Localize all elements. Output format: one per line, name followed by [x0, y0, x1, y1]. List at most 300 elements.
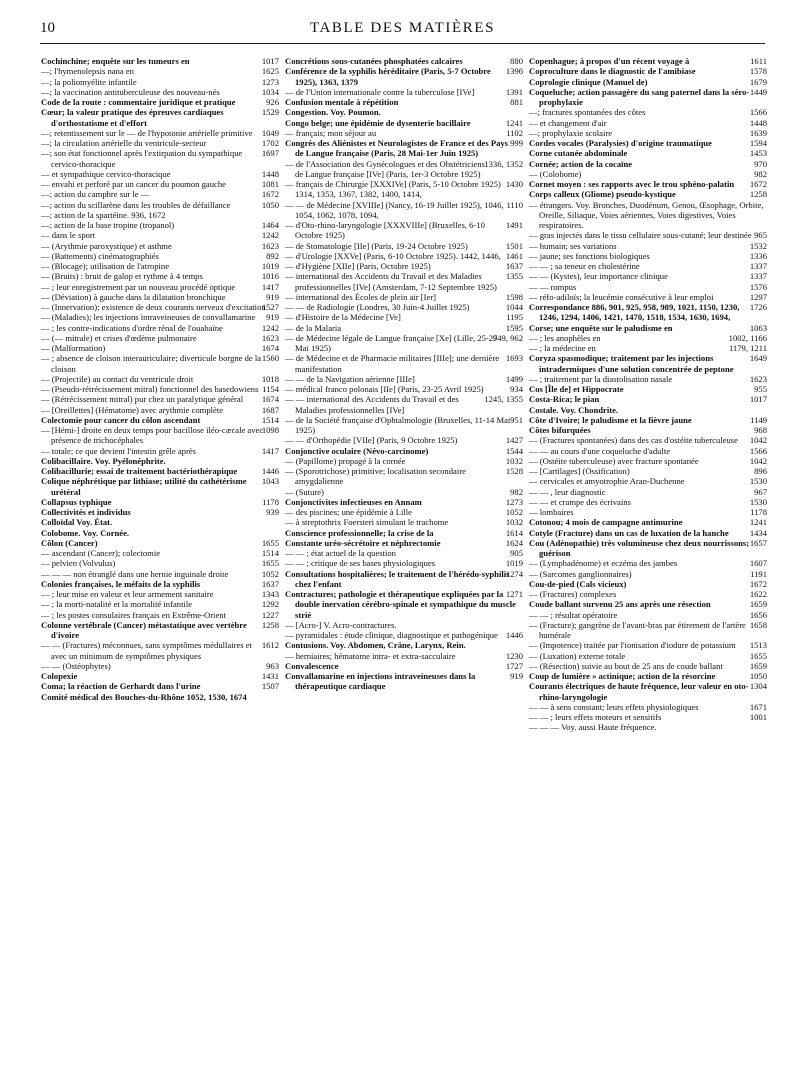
index-entry-text: Code de la route : commentaire juridique et pratique: [41, 97, 236, 107]
index-entry-text: Cou (Adénopathie) très volumineuse chez deux nourrissons; guérison: [529, 537, 750, 558]
index-entry-text: — [Cartilages] (Ossification): [529, 466, 630, 476]
index-entry-text: —; action du camphre sur le —: [41, 189, 150, 200]
index-entry: [285, 374, 523, 384]
index-entry-text: — — (Fractures) méconnues, sans symptômes médullaires et avec un minimum de symptômes physiques: [41, 640, 252, 661]
index-entry-text: Cornet moyen : ses rapports avec le trou sphéno-palatin: [529, 179, 735, 189]
index-entry-text: — (Innervation); existence de deux courants nerveux d'excitation: [41, 302, 266, 312]
index-entry-page-ref: 965: [754, 230, 767, 241]
index-entry-text: — humain; ses variations: [529, 240, 617, 251]
index-entry-text: — envahi et perforé par un cancer du poumon gauche: [41, 179, 226, 189]
index-entry-text: — de Stomatologie [IIe] (Paris, 19-24 Octobre 1925): [285, 240, 468, 251]
index-entry: [529, 230, 767, 240]
index-entry-page-ref: 1427: [505, 435, 523, 446]
index-entry-page-ref: 1637: [505, 261, 523, 271]
index-entry-page-ref: 1343: [261, 589, 279, 599]
index-entry: [529, 661, 767, 671]
index-entry: [41, 138, 279, 148]
index-entry-page-ref: 1297: [749, 291, 767, 302]
index-entry-page-ref: 1032: [505, 517, 523, 528]
index-entry-page-ref: 1672: [261, 189, 279, 200]
index-entry: [529, 446, 767, 456]
index-entry-page-ref: 968: [754, 425, 767, 435]
index-entry-page-ref: 1050: [749, 671, 767, 681]
index-entry-page-ref: 970: [754, 158, 767, 169]
index-entry-text: Colopexie: [41, 671, 78, 681]
index-entry: [285, 528, 523, 538]
index-entry-text: Coma; la réaction de Gerhardt dans l'urine: [41, 681, 201, 692]
index-entry: [529, 589, 767, 599]
index-entry: [285, 271, 523, 292]
index-entry-page-ref: 1052: [261, 568, 279, 579]
index-entry-text: Cornée; action de la cocaïne: [529, 158, 633, 169]
index-entry: [41, 179, 279, 189]
index-entry-page-ref: 1576: [749, 281, 767, 292]
index-entry-text: Correspondance 886, 901, 925, 958, 989, 1021, 1150, 1230, 1246, 1294, 1406, 1421, 1470, 1518, 1534, 1630, 1694,: [529, 302, 740, 323]
index-entry-text: — — (Ostéophytes): [41, 660, 111, 671]
index-entry: [285, 548, 523, 558]
index-entry: [41, 528, 279, 538]
index-entry-page-ref: 1611: [750, 56, 767, 66]
index-entry-text: — (Ostéite tuberculeuse) avec fracture spontanée: [529, 455, 699, 466]
index-entry: [285, 56, 523, 66]
index-entry: [41, 323, 279, 333]
index-entry-text: — (Colobome): [529, 168, 582, 179]
index-entry-page-ref: 1448: [749, 117, 767, 128]
index-entry: [529, 148, 767, 158]
index-entry-text: — ; leur enregistrement par un nouveau procédé optique: [41, 281, 236, 292]
index-entry: [41, 558, 279, 568]
index-entry: [41, 507, 279, 517]
index-entry-page-ref: 934: [510, 384, 523, 394]
index-entry: [285, 538, 523, 548]
index-entry: [41, 241, 279, 251]
index-entry-text: — (Pseudo-rétrécissement mitral) fonctionnel des basedowiens: [41, 384, 259, 394]
index-entry: [529, 77, 767, 87]
index-entry: [285, 179, 523, 200]
index-entry-page-ref: 1042: [749, 455, 767, 466]
index-entry-page-ref: 1034: [261, 86, 279, 97]
index-entry-text: — gras injectés dans le tissu cellulaire sous-cutané; leur destinée: [529, 230, 752, 241]
index-entry: [529, 118, 767, 128]
index-entry: [529, 569, 767, 579]
index-entry-text: Collectivités et individus: [41, 507, 131, 517]
index-entry-page-ref: 1697: [261, 148, 279, 159]
index-entry-page-ref: 1242: [261, 322, 279, 333]
index-entry: [285, 241, 523, 251]
index-entry-text: Concrétions sous-cutanées phosphatées calcaires: [285, 56, 463, 66]
index-entry-text: — (Luxation) externe totale: [529, 650, 626, 661]
index-entry-text: — ; les postes consulaires français en Extrême-Orient: [41, 609, 226, 620]
index-entry-page-ref: 1304: [749, 681, 767, 692]
index-entry: [285, 251, 523, 261]
index-entry: [41, 415, 279, 425]
index-entry-page-ref: 1430: [505, 179, 523, 189]
index-entry: [285, 671, 523, 692]
index-entry: [285, 138, 523, 159]
index-entry-page-ref: 963: [266, 660, 279, 671]
index-entry: [41, 220, 279, 230]
index-entry-text: Cos [Île de] et Hippocrate: [529, 384, 624, 394]
index-entry-text: — ; traitement par la diastolisation nasale: [529, 373, 673, 384]
index-entry-page-ref: 1042: [749, 435, 767, 446]
index-entry-page-ref: 1659: [749, 660, 767, 671]
index-entry-page-ref: 1614: [505, 527, 523, 538]
index-entry: [41, 128, 279, 138]
index-entry: [285, 640, 523, 650]
index-entry-text: Colique néphrétique par lithiase; utilité du cathétérisme urétéral: [41, 476, 247, 497]
index-entry: [529, 579, 767, 589]
index-entry: [41, 312, 279, 322]
index-entry: [285, 118, 523, 128]
index-entry: [285, 220, 523, 241]
index-entry-text: — — , leur diagnostic: [529, 486, 606, 497]
index-entry: [41, 302, 279, 312]
index-entry-text: Comité médical des Bouches-du-Rhône 1052, 1530, 1674: [41, 691, 247, 702]
index-entry-text: — (Projectile) au contact du ventricule droit: [41, 373, 194, 384]
index-entry-page-ref: 1507: [261, 681, 279, 692]
index-entry-text: — (Blocage); utilisation de l'atropine: [41, 261, 170, 271]
index-entry-text: — et sympathique cervico-thoracique: [41, 168, 171, 179]
index-entry: [41, 610, 279, 620]
index-entry: [285, 128, 523, 138]
index-entry: [285, 435, 523, 445]
index-entry-text: — — ; résultat opératoire: [529, 609, 618, 620]
index-entry-page-ref: 1655: [261, 558, 279, 569]
index-entry-text: — dans le sport: [41, 230, 96, 241]
index-entry-text: —; action de la spartéine. 936, 1672: [41, 209, 166, 220]
index-entry-page-ref: 1687: [261, 404, 279, 415]
index-entry-text: Colibacillaire. Voy. Pyélonéphrite.: [41, 455, 166, 466]
index-entry-page-ref: 1499: [505, 373, 523, 384]
index-entry-page-ref: 1530: [749, 476, 767, 487]
index-entry-page-ref: 1461: [505, 250, 523, 261]
index-entry: [529, 323, 767, 333]
index-entry-text: —; fractures spontanées des côtes: [529, 107, 646, 118]
index-entry-page-ref: 1337: [749, 271, 767, 282]
index-entry: [41, 148, 279, 169]
index-entry-text: — — à sens constant; leurs effets physiologiques: [529, 701, 699, 712]
index-entry-text: — d'Urologie [XXVe] (Paris, 6-10 Octobre 1925). 1442, 1446,: [285, 250, 501, 261]
index-entry-text: — de Médecine légale de Langue française [Xe] (Lille, 25-27 Mai 1925): [285, 332, 498, 353]
index-entry-page-ref: 1693: [505, 353, 523, 364]
index-entry-text: — (Battements) cinématographiés: [41, 250, 159, 261]
index-entry-page-ref: 939: [266, 507, 279, 517]
index-entry: [285, 292, 523, 302]
index-entry-page-ref: 1391: [505, 86, 523, 97]
index-entry-page-ref: 1637: [261, 578, 279, 589]
index-entry-page-ref: 892: [266, 250, 279, 261]
index-entry: [285, 384, 523, 394]
index-entry: [529, 189, 767, 199]
index-entry: [529, 107, 767, 117]
index-entry-text: Coryza spasmodique; traitement par les injections intradermiques d'une solution concentrée de peptone: [529, 353, 734, 374]
index-entry-text: — pyramidales : étude clinique, diagnostique et pathogénique: [285, 630, 498, 640]
index-entry-page-ref: 1178: [750, 507, 767, 517]
index-entry-text: — (Résection) suivie au bout de 25 ans de coude ballant: [529, 660, 723, 671]
index-entry: [41, 107, 279, 128]
index-entry-text: — — d'Orthopédie [VIIe] (Paris, 9 Octobre 1925): [285, 435, 458, 446]
index-entry-text: Coup de lumière » actinique; action de la résorcine: [529, 671, 716, 681]
index-entry: [41, 579, 279, 589]
index-entry-text: Contusions. Voy. Abdomen, Crâne, Larynx, Rein.: [285, 640, 466, 651]
index-entry-page-ref: 1154: [262, 384, 279, 394]
index-entry-page-ref: 1513: [749, 640, 767, 651]
index-entry-text: Colonne vertébrale (Cancer) métastatique avec vertèbre d'ivoire: [41, 619, 247, 640]
index-entry: [41, 661, 279, 671]
index-entry-text: Coprologie clinique (Manuel de): [529, 76, 648, 87]
index-entry-page-ref: 881: [510, 97, 523, 107]
index-entry-page-ref: 1016: [261, 271, 279, 282]
index-entry: [529, 343, 767, 353]
index-entry-page-ref: 905: [510, 548, 523, 558]
index-entry-page-ref: 880: [510, 56, 523, 66]
index-entry-page-ref: 1566: [749, 445, 767, 456]
index-entry: [285, 159, 523, 180]
index-entry-page-ref: 1446: [261, 466, 279, 476]
index-entry-page-ref: 1149: [750, 414, 767, 425]
index-entry: [529, 128, 767, 138]
index-entry-page-ref: 1625: [261, 66, 279, 77]
index-entry: [285, 507, 523, 517]
index-entry-page-ref: 926: [266, 97, 279, 107]
index-entry-page-ref: 1612: [261, 640, 279, 651]
index-entry-page-ref: 1258: [261, 619, 279, 630]
index-entry-page-ref: 1081: [261, 179, 279, 189]
index-entry-page-ref: 1241: [505, 117, 523, 128]
index-entry-text: — étrangers. Voy. Bronches, Duodénum, Genou, Œsophage, Orbite, Oreille, Siliaque, Voies aériennes, Voies digestives, Voies respiratoires.: [529, 199, 764, 230]
index-entry-page-ref: 1273: [261, 76, 279, 87]
index-entry-text: — — international des Accidents du Travail et des Maladies professionnelles [IVe]: [285, 394, 459, 415]
index-entry-text: Coproculture dans le diagnostic de l'amibiase: [529, 66, 696, 77]
index-entry-text: Côtes bifurquées: [529, 425, 591, 435]
index-entry: [41, 671, 279, 681]
index-entry-text: — à streptothrix Foersteri simulant le trachome: [285, 517, 449, 528]
index-entry-page-ref: 1529: [261, 107, 279, 118]
index-entry: [41, 384, 279, 394]
index-entry-text: — de la Malaria: [285, 322, 342, 333]
index-entry-text: —; son état fonctionnel après l'extirpation du sympathique cervico-thoracique: [41, 148, 243, 169]
index-entry-page-ref: 1607: [749, 558, 767, 569]
index-entry-page-ref: 1639: [749, 127, 767, 138]
index-entry: [285, 661, 523, 671]
index-entry-text: — international des Écoles de plein air [Ier]: [285, 291, 437, 302]
index-entry: [285, 353, 523, 374]
index-entry-page-ref: 1464: [261, 220, 279, 230]
index-entry: [529, 56, 767, 66]
index-entry: [285, 517, 523, 527]
index-entry-page-ref: 1449: [749, 86, 767, 97]
index-entry: [285, 87, 523, 97]
index-entry: [41, 640, 279, 661]
index-entry: [529, 671, 767, 681]
index-entry-text: —; retentissement sur le — de l'hypotonie artérielle primitive: [41, 127, 253, 138]
index-entry: [285, 312, 523, 322]
index-entry: [529, 681, 767, 702]
index-entry: [529, 507, 767, 517]
index-entry-text: Cochinchine; enquête sur les tumeurs en: [41, 56, 190, 66]
index-entry-page-ref: 1726: [749, 302, 767, 312]
index-entry-page-ref: 1674: [261, 394, 279, 405]
index-entry-text: Confusion mentale à répétition: [285, 97, 399, 107]
index-entry-page-ref: 1528: [505, 466, 523, 476]
index-entry-page-ref: 1191: [750, 568, 767, 579]
index-entry: [529, 374, 767, 384]
index-entry-text: — — rompus: [529, 281, 577, 292]
index-entry-page-ref: 1178: [262, 496, 279, 507]
index-entry-page-ref: 1044: [505, 302, 523, 312]
index-entry-text: — de l'Association des Gynécologues et des Obstétriciens de Langue française [IVe] (Paris, 1er-3 Octobre 1925): [285, 158, 485, 179]
index-entry-text: — (Lymphadénome) et eczéma des jambes: [529, 558, 678, 569]
index-entry: [529, 435, 767, 445]
index-entry: [529, 476, 767, 486]
index-entry: [41, 569, 279, 579]
index-entry-page-ref: 1623: [261, 332, 279, 343]
index-entry: [41, 353, 279, 374]
index-entry: [41, 599, 279, 609]
index-entry-page-ref: 1544: [505, 445, 523, 456]
index-entry-text: — international des Accidents du Travail et des Maladies professionnelles [IVe] (Amsterdam, 7-12 Septembre 1925): [285, 271, 497, 292]
index-entry: [529, 538, 767, 559]
index-entry-text: Coude ballant survenu 25 ans après une résection: [529, 599, 711, 610]
index-entry-text: — ; les anophèles en: [529, 332, 601, 343]
index-entry-page-ref: 1672: [749, 578, 767, 589]
index-entry: [41, 189, 279, 199]
index-entry-text: Courants électriques de haute fréquence, leur valeur en oto-rhino-laryngologie: [529, 681, 749, 702]
index-entry: [285, 630, 523, 640]
index-entry: [529, 415, 767, 425]
index-entry-page-ref: 896: [754, 466, 767, 476]
index-entry-text: — — ; état actuel de la question: [285, 548, 396, 558]
index-entry-text: — ; absence de cloison interauriculaire; diverticule borgne de la cloison: [41, 353, 262, 374]
index-entry-text: Conscience professionnelle; la crise de la: [285, 527, 434, 538]
index-entry-page-ref: 1659: [749, 599, 767, 610]
index-entry: [41, 517, 279, 527]
index-entry-text: Congrès des Aliénistes et Neurologistes de France et des Pays de Langue française (Paris, 28 Mai-1er Juin 1925): [285, 138, 509, 159]
page-number: 10: [40, 20, 55, 36]
index-entry: [529, 497, 767, 507]
index-entry-text: — (— mitrale) et crises d'œdème pulmonaire: [41, 332, 197, 343]
index-entry: [529, 620, 767, 641]
index-entry-page-ref: 1501: [505, 240, 523, 251]
index-entry-text: Colectomie pour cancer du côlon ascendant: [41, 414, 201, 425]
index-entry: [529, 722, 767, 732]
index-entry-text: Conjonctive oculaire (Névo-carcinome): [285, 445, 429, 456]
index-entry: [529, 712, 767, 722]
index-entry-text: Congo belge; une épidémie de dysenterie bacillaire: [285, 117, 471, 128]
index-entry-text: — lombaires: [529, 507, 574, 517]
index-entry: [41, 282, 279, 292]
index-entry-page-ref: 1655: [749, 650, 767, 661]
index-entry-text: — herniaires; hématome intra- et extra-sacculaire: [285, 650, 456, 661]
index-entry: [529, 169, 767, 179]
index-entry: [41, 405, 279, 415]
index-entry-text: — (Sarcomes ganglionnaires): [529, 568, 632, 579]
index-entry: [41, 210, 279, 220]
index-entry: [285, 446, 523, 456]
index-entry: [41, 548, 279, 558]
index-entry-text: — réfo-adiloïs; la leucémie consécutive à leur emploi: [529, 291, 714, 302]
index-entry: [529, 599, 767, 609]
index-entry-page-ref: 1446: [505, 630, 523, 640]
index-entry-text: — — de Radiologie (Londres, 30 Juin-4 Juillet 1925): [285, 302, 470, 312]
index-entry-page-ref: 1001: [749, 712, 767, 722]
index-entry: [529, 456, 767, 466]
index-entry: [285, 333, 523, 354]
index-entry: [41, 230, 279, 240]
index-entry: [529, 302, 767, 323]
index-entry-text: Côlon (Cancer): [41, 537, 98, 548]
index-entry-page-ref: 1594: [749, 138, 767, 148]
index-entry-text: — (Sporotrichose) primitive; localisation secondaire amygdalienne: [285, 466, 466, 487]
index-entry-text: — (Malformation): [41, 343, 106, 353]
index-entry-text: — — de Médecine [XVIIIe] (Nancy, 16-19 Juillet 1925), 1046, 1054, 1062, 1078, 1094,: [285, 199, 504, 220]
index-entry-page-ref: 1102: [506, 127, 523, 138]
index-entry-page-ref: 1179, 1211: [728, 343, 767, 353]
index-entry-text: Cotonou; 4 mois de campagne antimurine: [529, 517, 683, 528]
index-column-1: [41, 56, 279, 1072]
index-entry-text: Conjonctivites infectieuses en Annam: [285, 496, 422, 507]
index-entry-page-ref: 1595: [505, 322, 523, 333]
index-entry-page-ref: 1292: [261, 599, 279, 610]
index-entry-text: —; action de la base tropine (tropanol): [41, 220, 175, 230]
index-entry-page-ref: 1679: [749, 76, 767, 87]
index-entry: [529, 200, 767, 231]
page-title: TABLE DES MATIÈRES: [309, 20, 496, 36]
index-entry-page-ref: 1532: [749, 240, 767, 251]
index-entry-text: Corps calleux (Gliome) pseudo-kystique: [529, 189, 676, 200]
index-entry-page-ref: 1336, 1352: [484, 158, 523, 169]
index-entry-page-ref: 1258: [749, 189, 767, 200]
index-entry: [529, 651, 767, 661]
index-entry-page-ref: 1273: [505, 496, 523, 507]
index-entry-page-ref: 1622: [749, 589, 767, 599]
index-entry: [285, 107, 523, 117]
index-entry: [41, 169, 279, 179]
index-entry: [41, 77, 279, 87]
index-entry-text: — (Arythmie paroxystique) et asthme: [41, 240, 172, 251]
index-entry-text: Costa-Rica; le pian: [529, 394, 600, 405]
index-entry-text: —; la vaccination antituberculeuse des nouveau-nés: [41, 86, 220, 97]
index-entry-text: —; la circulation artérielle du ventricule-secteur: [41, 138, 207, 148]
index-entry: [41, 497, 279, 507]
index-entry: [529, 292, 767, 302]
index-entry-text: — (Fractures) complexes: [529, 589, 617, 599]
index-entry: [285, 620, 523, 630]
index-entry-page-ref: 1514: [261, 414, 279, 425]
index-entry-page-ref: 1396: [505, 66, 523, 77]
index-entry-text: Cou-de-pied (Cals vicieux): [529, 578, 627, 589]
index-entry: [285, 558, 523, 568]
index-entry-page-ref: 1514: [261, 548, 279, 558]
index-entry-text: — (Fracture); gangrène de l'avant-bras par étirement de l'artère humérale: [529, 619, 746, 640]
index-entry: [41, 425, 279, 446]
index-entry-text: — [Hémi-] droite en deux temps pour bacillose iléo-cæcale avec présence de trichocéphales: [41, 425, 264, 446]
index-entry: [285, 261, 523, 271]
index-entry-text: —; l'hymenolepsis nana en: [41, 66, 134, 77]
index-entry-page-ref: 1337: [749, 261, 767, 271]
index-column-3: [529, 56, 767, 1072]
index-entry: [41, 681, 279, 691]
index-entry-text: Congestion. Voy. Poumon.: [285, 107, 381, 118]
index-entry: [285, 200, 523, 221]
index-entry-text: — — de la Navigation aérienne [IIIe]: [285, 373, 415, 384]
index-entry: [41, 456, 279, 466]
index-entry-text: — (Impotence) traitée par l'ionisation d'iodure de potassium: [529, 640, 736, 651]
index-entry: [529, 610, 767, 620]
index-entry-text: — médical franco polonais [IIe] (Paris, 23-25 Avril 1925): [285, 384, 484, 394]
index-entry-page-ref: 1658: [749, 619, 767, 630]
index-entry: [41, 66, 279, 76]
